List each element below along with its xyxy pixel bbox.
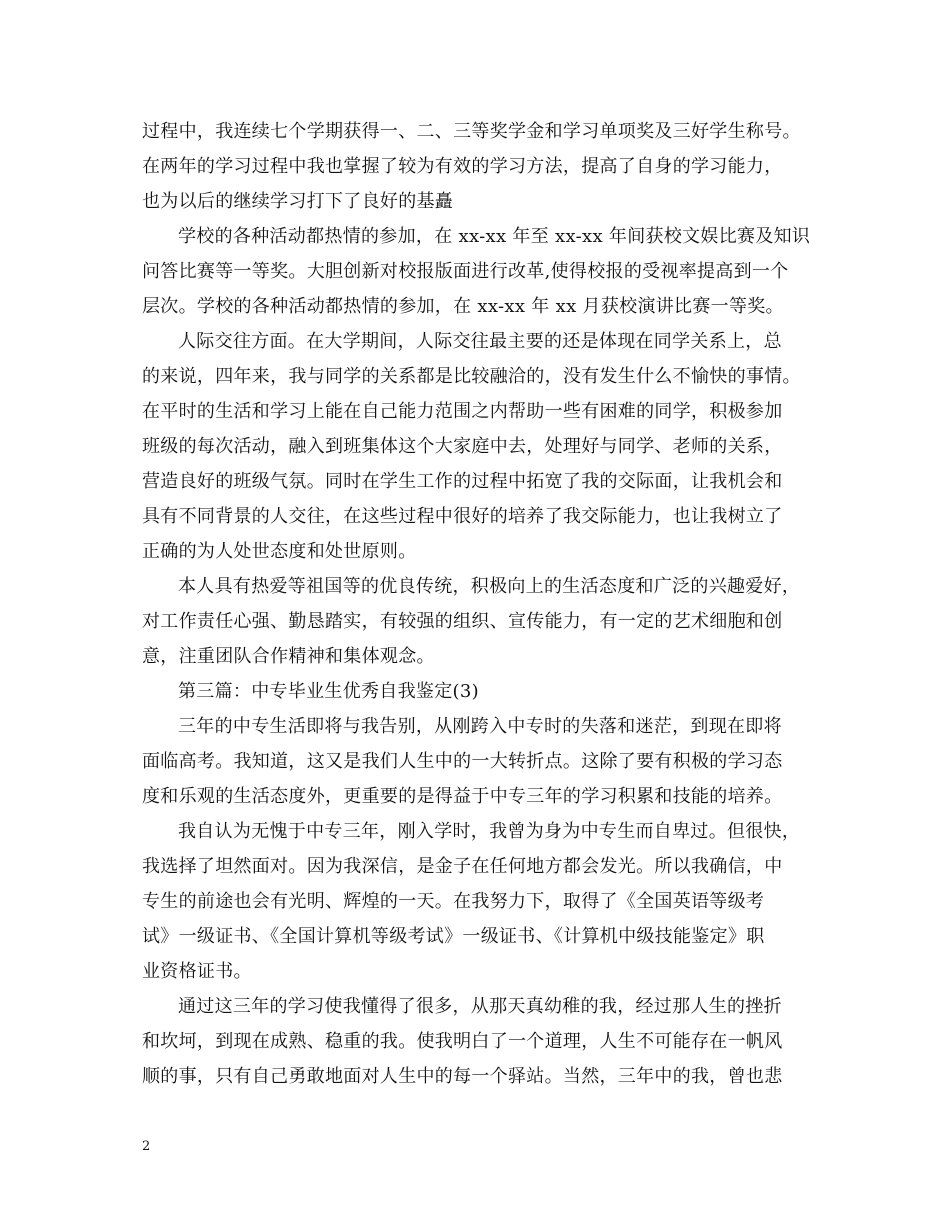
text-line: 本人具有热爱等祖国等的优良传统，积极向上的生活态度和广泛的兴趣爱好， <box>178 576 801 597</box>
text-line: 我自认为无愧于中专三年，刚入学时，我曾为身为中专生而自卑过。但很快， <box>178 821 801 842</box>
text-line: 学校的各种活动都热情的参加，在 xx-xx 年至 xx-xx 年间获校文娱比赛及知识 <box>178 226 811 247</box>
page-number: 2 <box>142 1139 151 1154</box>
text-line: 正确的为人处世态度和处世原则。 <box>142 541 417 562</box>
text-line: 问答比赛等一等奖。大胆创新对校报版面进行改革,使得校报的受视率提高到一个 <box>142 261 789 282</box>
text-line: 我选择了坦然面对。因为我深信，是金子在任何地方都会发光。所以我确信，中 <box>142 856 783 877</box>
text-line: 通过这三年的学习使我懂得了很多，从那天真幼稚的我，经过那人生的挫折 <box>178 996 782 1017</box>
text-line: 度和乐观的生活态度外，更重要的是得益于中专三年的学习积累和技能的培养。 <box>142 786 783 807</box>
text-line: 试》一级证书、《全国计算机等级考试》一级证书、《计算机中级技能鉴定》职 <box>142 926 765 947</box>
text-line: 面临高考。我知道，这又是我们人生中的一大转折点。这除了要有积极的学习态 <box>142 751 783 772</box>
text-line: 层次。学校的各种活动都热情的参加，在 xx-xx 年 xx 月获校演讲比赛一等奖。 <box>142 296 784 317</box>
text-line: 业资格证书。 <box>142 961 252 982</box>
text-line: 过程中，我连续七个学期获得一、二、三等奖学金和学习单项奖及三好学生称号。 <box>142 121 801 142</box>
text-line: 三年的中专生活即将与我告别，从刚跨入中专时的失落和迷茫，到现在即将 <box>178 716 782 737</box>
text-line: 在两年的学习过程中我也掌握了较为有效的学习方法，提高了自身的学习能力， <box>142 156 783 177</box>
text-line: 在平时的生活和学习上能在自己能力范围之内帮助一些有困难的同学，积极参加 <box>142 401 783 422</box>
text-line: 营造良好的班级气氛。同时在学生工作的过程中拓宽了我的交际面，让我机会和 <box>142 471 783 492</box>
section-heading: 第三篇：中专毕业生优秀自我鉴定(3) <box>178 681 479 702</box>
text-line: 人际交往方面。在大学期间，人际交往最主要的还是体现在同学关系上，总 <box>178 331 782 352</box>
text-line: 专生的前途也会有光明、辉煌的一天。在我努力下，取得了《全国英语等级考 <box>142 891 765 912</box>
text-line: 意，注重团队合作精神和集体观念。 <box>142 646 435 667</box>
text-line: 也为以后的继续学习打下了良好的基矗 <box>142 191 454 212</box>
text-line: 的来说，四年来，我与同学的关系都是比较融洽的，没有发生什么不愉快的事情。 <box>142 366 801 387</box>
text-line: 和坎坷，到现在成熟、稳重的我。使我明白了一个道理，人生不可能存在一帆风 <box>142 1031 783 1052</box>
text-line: 顺的事，只有自己勇敢地面对人生中的每一个驿站。当然，三年中的我，曾也悲 <box>142 1066 783 1087</box>
text-line: 具有不同背景的人交往，在这些过程中很好的培养了我交际能力，也让我树立了 <box>142 506 783 527</box>
text-line: 对工作责任心强、勤恳踏实，有较强的组织、宣传能力，有一定的艺术细胞和创 <box>142 611 783 632</box>
text-line: 班级的每次活动，融入到班集体这个大家庭中去，处理好与同学、老师的关系， <box>142 436 783 457</box>
